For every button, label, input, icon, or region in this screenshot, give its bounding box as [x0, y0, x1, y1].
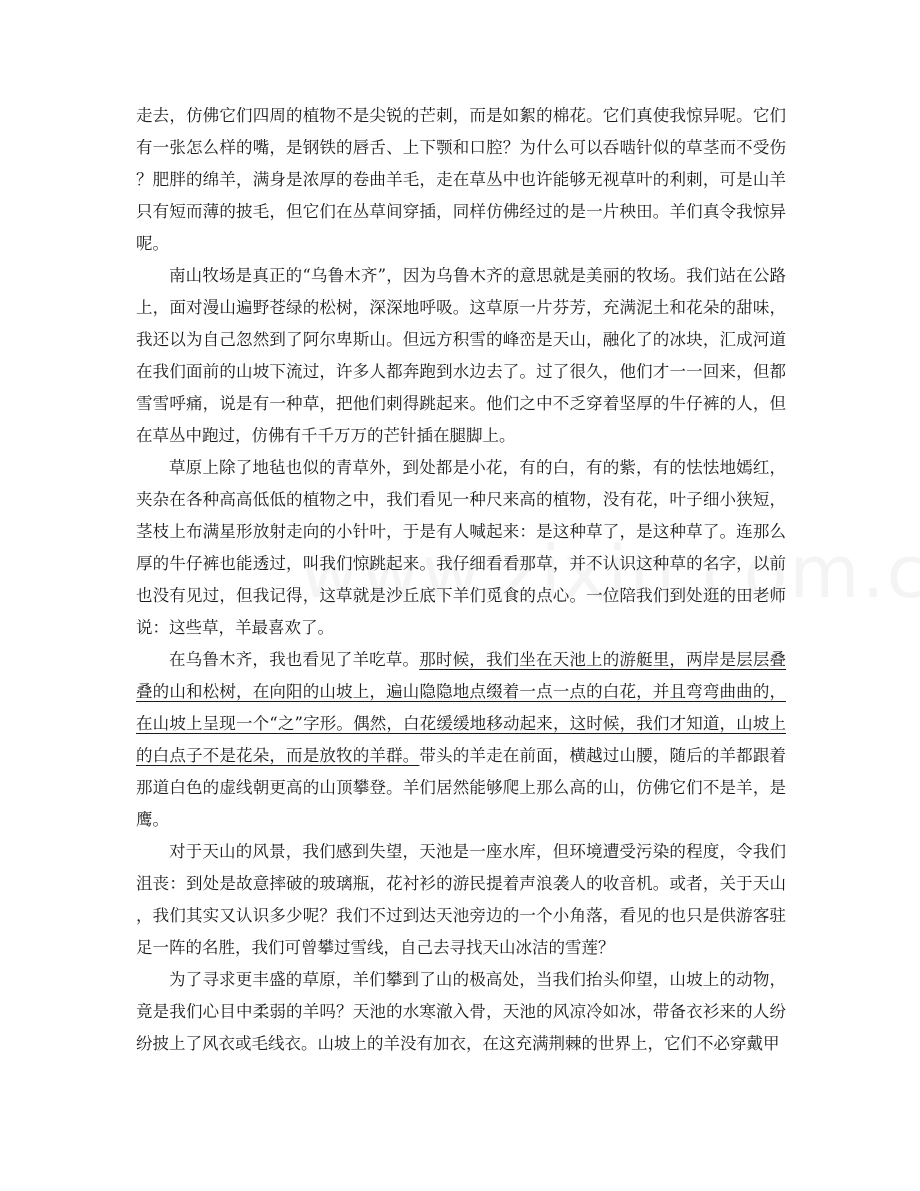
- paragraph-1: 走去，仿佛它们四周的植物不是尖锐的芒刺，而是如絮的棉花。它们真使我惊异呢。它们有一张怎么样的嘴，是钢铁的唇舌、上下颚和口腔？为什么可以吞啮针似的草茎而不受伤？肥胖的绵羊，满身是浓厚的卷曲羊毛，走在草丛中也许能够无视草叶的利刺，可是山羊只有短而薄的披毛，但它们在丛草间穿插，同样仿佛经过的是一片秧田。羊们真令我惊异呢。: [136, 106, 786, 253]
- paragraph-4-tail: 带头的羊走在前面，横越过山腰，随后的羊都跟着那道白色的虚线朝更高的山顶攀登。羊们居然能够爬上那么高的山，仿佛它们不是羊，是鹰。: [136, 746, 787, 829]
- paragraph-4: [136, 644, 786, 836]
- document-page: [136, 100, 786, 1060]
- paragraph-2: 南山牧场是真正的“乌鲁木齐”，因为乌鲁木齐的意思就是美丽的牧场。我们站在公路上，面对漫山遍野苍绿的松树，深深地呼吸。这草原一片芬芳，充满泥土和花朵的甜味，我还以为自己忽然到了阿尔卑斯山。但远方积雪的峰峦是天山，融化了的冰块，汇成河道在我们面前的山坡下流过，许多人都奔跑到水边去了。过了很久，他们才一一回来，但都雪雪呼痛，说是有一种草，把他们刺得跳起来。他们之中不乏穿着坚厚的牛仔裤的人，但在草丛中跑过，仿佛有千千万万的芒针插在腿脚上。: [136, 266, 786, 445]
- underlined-passage: 那时候，我们坐在天池上的游艇里，两岸是层层叠叠的山和松树，在向阳的山坡上，遍山隐隐地点缀着一点一点的白花，并且弯弯曲曲的，在山坡上呈现一个“之”字形。偶然，白花缓缓地移动起来，这时候，我们才知道，山坡上的白点子不是花朵，而是放牧的羊群。: [136, 650, 787, 765]
- paragraph-4-lead: 在乌鲁木齐，我也看见了羊吃草。: [169, 650, 420, 669]
- paragraph-3: 草原上除了地毡也似的青草外，到处都是小花，有的白，有的紫，有的怯怯地嫣红，夹杂在各种高高低低的植物之中，我们看见一种尺来高的植物，没有花，叶子细小狭短，茎枝上布满星形放射走向的小针叶，于是有人喊起来：是这种草了，是这种草了。连那么厚的牛仔裤也能透过，叫我们惊跳起来。我仔细看看那草，并不认识这种草的名字，以前也没有见过，但我记得，这草就是沙丘底下羊们觅食的点心。一位陪我们到处逛的田老师说：这些草，羊最喜欢了。: [136, 458, 786, 637]
- paragraph-5: 对于天山的风景，我们感到失望，天池是一座水库，但环境遭受污染的程度，令我们沮丧：到处是故意摔破的玻璃瓶，花衬衫的游民提着声浪袭人的收音机。或者，关于天山，我们其实又认识多少呢？我们不过到达天池旁边的一个小角落，看见的也只是供游客驻足一阵的名胜，我们可曾攀过雪线，自己去寻找天山冰洁的雪莲？: [136, 842, 786, 957]
- paragraph-6: 为了寻求更丰盛的草原，羊们攀到了山的极高处，当我们抬头仰望，山坡上的动物，竟是我们心目中柔弱的羊吗？天池的水寒澈入骨，天池的风凉冷如冰，带备衣衫来的人纷纷披上了风衣或毛线衣。山坡上的羊没有加衣，在这充满荆棘的世界上，它们不必穿戴甲: [136, 970, 786, 1053]
